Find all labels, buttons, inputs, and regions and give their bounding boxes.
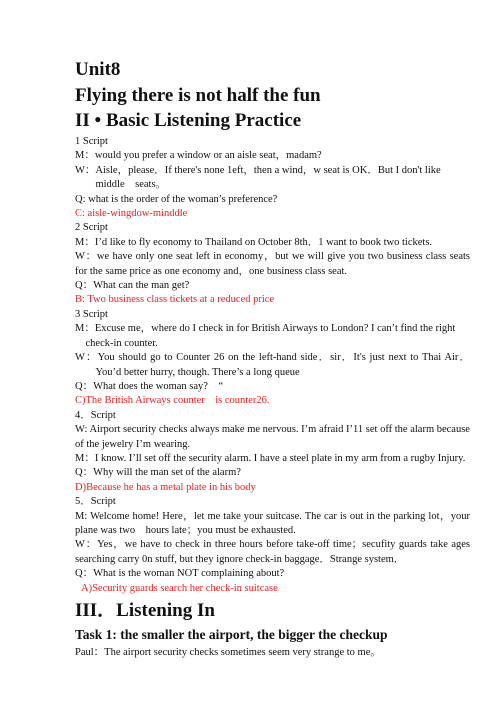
question-line: Q：Why will the man set of the alarm? <box>75 467 241 479</box>
task-heading: Task 1: the smaller the airport, the bigger the checkup <box>75 627 388 642</box>
dialogue-line: W：You should go to Counter 26 on the left-hand side．sir．It's just next to Thai Air．You’d better hurry, though. There’s a long queue <box>75 352 470 378</box>
question-line: Q：What can the man get? <box>75 280 190 292</box>
answer-line: B: Two business class tickets at a reduced price <box>75 294 275 306</box>
dialogue-line: M：I’d like to fly economy to Thailand on October 8th．1 want to book two tickets. <box>75 236 433 248</box>
document-content <box>75 58 470 660</box>
question-line: Q：What is the woman NOT complaining about? <box>75 568 285 580</box>
dialogue-line: Paul：The airport security checks sometimes seem very strange to me。 <box>75 647 381 658</box>
dialogue-line: W: Airport security checks always make me nervous. I’m afraid I’11 set off the alarm because of the jewelry I’m wearing. <box>75 424 470 450</box>
dialogue-line: W：Aisle，please．If there's none 1eft，then a wind，w seat is OK．But I don't like middle seats。 <box>75 164 441 191</box>
dialogue-line: M：would you prefer a window or an aisle seat，madam? <box>75 150 322 162</box>
script-label: 1 Script <box>75 136 108 147</box>
dialogue-line: W：we have only one seat left in economy，but we will give you two business class seats for the same price as one economy and，one business class seat. <box>75 251 470 277</box>
script-label: 3 Script <box>75 308 108 320</box>
dialogue-line: M: Welcome home! Here，let me take your suitcase. The car is out in the parking lot，your plane was two hours late；you must be exhausted. <box>75 510 470 536</box>
question-line: Q：What does the woman say? “ <box>75 380 224 392</box>
section-heading-listening-in: III．Listening In <box>75 600 215 621</box>
script-label: 4．Script <box>75 409 116 421</box>
answer-line: C)The British Airways counter is counter26. <box>75 395 270 407</box>
question-line: Q: what is the order of the woman’s preference? <box>75 193 278 205</box>
answer-line: C: aisle-wingdow-minddle <box>75 208 188 220</box>
section-heading-basic-listening: II • Basic Listening Practice <box>75 110 302 131</box>
script-label: 2 Script <box>75 222 108 234</box>
lesson-subtitle: Flying there is not half the fun <box>75 85 321 106</box>
unit-title: Unit8 <box>75 59 121 80</box>
answer-line: D)Because he has a metal plate in his body <box>75 481 256 493</box>
dialogue-line: M：I know. I’ll set off the security alarm. I have a steel plate in my arm from a rugby Injury. <box>75 452 466 464</box>
dialogue-line: M：Excuse me，where do I check in for British Airways to London? I can’t find the right check-in counter. <box>75 323 456 349</box>
script-label: 5．Script <box>75 496 116 508</box>
answer-line: A)Security guards search her check-in suitcase <box>81 582 278 594</box>
dialogue-line: W：Yes，we have to check in three hours before take-off time；secufity guards take ages searching carry 0n stuff, but they ignore check-in baggage．Strange system． <box>75 539 470 565</box>
